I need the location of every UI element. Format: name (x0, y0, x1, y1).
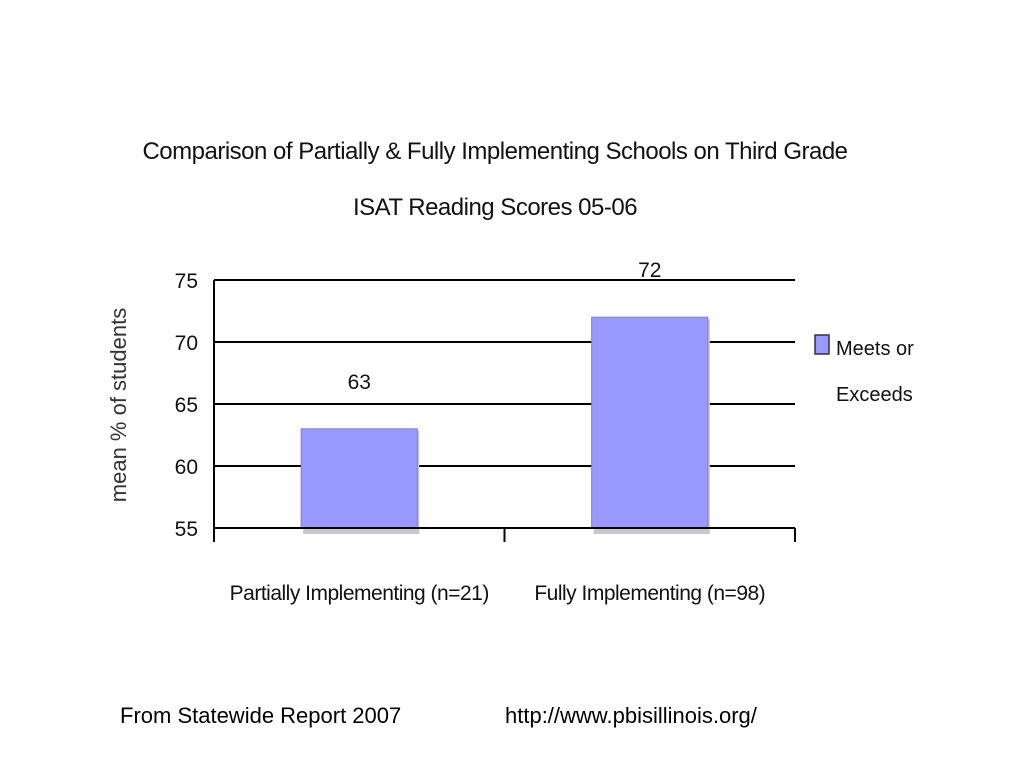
data-label-0: 63 (347, 370, 371, 394)
legend-label-line-1: Meets or (836, 338, 914, 360)
y-tick-label-60: 60 (174, 456, 198, 479)
chart-title-line-1: Comparison of Partially & Fully Implementing Schools on Third Grade (142, 138, 848, 165)
legend-label-line-2: Exceeds (836, 384, 913, 406)
legend-swatch-meets-or-exceeds (815, 335, 829, 354)
bar-1 (592, 317, 708, 528)
x-tick-label-1: Fully Implementing (n=98) (534, 582, 766, 605)
y-tick-label-65: 65 (174, 394, 198, 417)
footer-source-text: From Statewide Report 2007 (120, 703, 402, 728)
footer-url-link[interactable]: http://www.pbisillinois.org/ (505, 703, 757, 728)
y-tick-label-70: 70 (174, 332, 198, 355)
y-tick-label-75: 75 (174, 270, 198, 293)
x-tick-label-0: Partially Implementing (n=21) (229, 582, 489, 605)
bar-0 (301, 429, 417, 528)
chart-title-line-2: ISAT Reading Scores 05-06 (352, 194, 638, 221)
y-axis-label: mean % of students (106, 307, 131, 503)
legend (815, 335, 914, 406)
data-label-1: 72 (638, 259, 662, 283)
y-tick-label-55: 55 (174, 518, 198, 541)
bars (301, 317, 710, 534)
